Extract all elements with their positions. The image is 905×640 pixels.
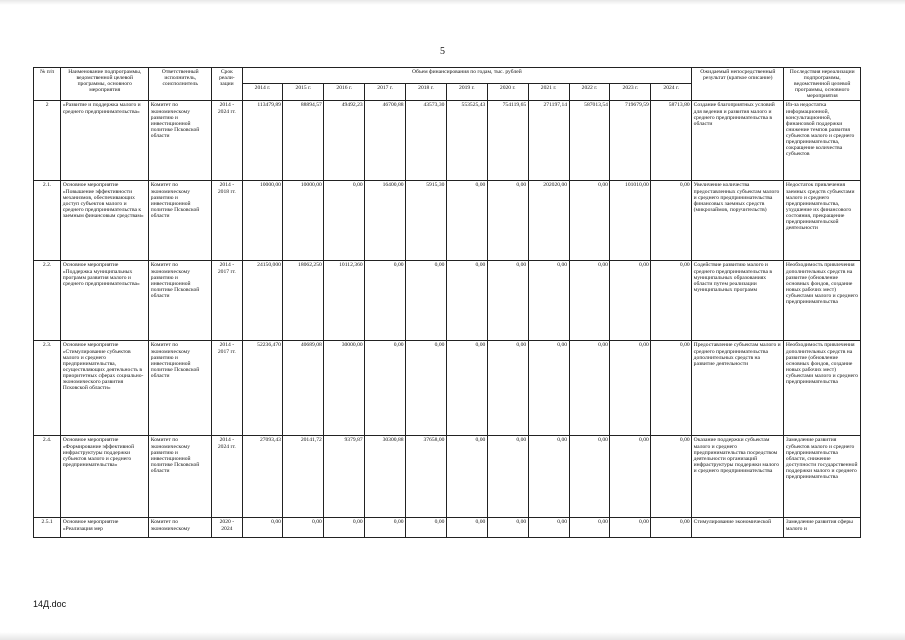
table-row [34, 101, 861, 181]
row-funding-value: 0,00 [487, 518, 528, 538]
row-funding-value: 0,00 [528, 436, 569, 518]
header-term: Срок реали-зации [212, 68, 242, 101]
row-number: 2.5.1 [34, 518, 61, 538]
row-term: 2020 - 2024 [212, 518, 242, 538]
program-table [33, 67, 861, 538]
header-year: 2018 г. [406, 83, 447, 101]
row-funding-value: 0,00 [406, 518, 447, 538]
row-funding-value: 0,00 [528, 341, 569, 436]
row-funding-value: 0,00 [528, 518, 569, 538]
row-executor: Комитет по экономическому [149, 518, 212, 538]
row-result: Стимулирование экономической [692, 518, 784, 538]
row-funding-value: 587013,54 [569, 101, 610, 181]
row-funding-value: 0,00 [651, 341, 692, 436]
header-year: 2016 г. [324, 83, 365, 101]
row-result: Оказание поддержки субъектам малого и среднего предпринимательства посредством деятельности организаций инфраструктуры поддержки малого и среднего предпринимательства [692, 436, 784, 518]
row-funding-value: 40689,08 [283, 341, 324, 436]
row-funding-value: 113479,89 [242, 101, 283, 181]
row-result: Увеличение количества предоставленных субъектам малого и среднего предпринимательства финансовых заемных средств (микрозаймов, поручительств) [692, 181, 784, 261]
row-executor: Комитет по экономическому развитию и инвестиционной политике Псковской области [149, 341, 212, 436]
row-funding-value: 30000,00 [324, 341, 365, 436]
page-number: 5 [440, 46, 445, 57]
header-row [34, 68, 861, 84]
row-funding-value: 754119,65 [487, 101, 528, 181]
row-funding-value: 20141,72 [283, 436, 324, 518]
header-year: 2015 г. [283, 83, 324, 101]
row-result: Предоставление субъектам малого и среднего предпринимательства дополнительных средств на развитие деятельности [692, 341, 784, 436]
row-funding-value: 0,00 [446, 181, 487, 261]
row-funding-value: 10000,00 [242, 181, 283, 261]
header-result: Ожидаемый непосредственный результат (краткое описание) [692, 68, 784, 101]
row-funding-value: 18062,250 [283, 261, 324, 341]
row-executor: Комитет по экономическому развитию и инвестиционной политике Псковской области [149, 436, 212, 518]
table-row [34, 181, 861, 261]
row-funding-value: 0,00 [651, 261, 692, 341]
row-funding-value: 0,00 [651, 181, 692, 261]
row-funding-value: 16400,00 [365, 181, 406, 261]
row-funding-value: 0,00 [487, 261, 528, 341]
row-funding-value: 52236,470 [242, 341, 283, 436]
table-row [34, 518, 861, 538]
file-name-footer: 14Д.doc [33, 599, 67, 609]
header-year: 2023 г. [610, 83, 651, 101]
row-funding-value: 0,00 [446, 261, 487, 341]
row-consequences: Замедление развития сферы малого и [784, 518, 861, 538]
row-funding-value: 0,00 [446, 436, 487, 518]
header-year: 2017 г. [365, 83, 406, 101]
row-name: Основное мероприятие «Поддержка муниципальных программ развития малого и среднего предпринимательства» [61, 261, 149, 341]
header-num: № п/п [34, 68, 61, 101]
row-funding-value: 0,00 [406, 341, 447, 436]
row-number: 2.4. [34, 436, 61, 518]
row-funding-value: 0,00 [324, 181, 365, 261]
row-number: 2.2. [34, 261, 61, 341]
header-name: Наименование подпрограммы, ведомственной целевой программы, основного мероприятия [61, 68, 149, 101]
row-funding-value: 0,00 [569, 436, 610, 518]
row-funding-value: 0,00 [569, 181, 610, 261]
header-year: 2022 г. [569, 83, 610, 101]
row-consequences: Необходимость привлечения дополнительных средств на развитие (обновление основных фондов, создание новых рабочих мест) субъектами малого и среднего предпринимательства [784, 341, 861, 436]
row-funding-value: 0,00 [324, 518, 365, 538]
row-name: Основное мероприятие «Стимулирование субъектов малого и среднего предпринимательства, осуществляющих деятельность в приоритетных сферах социально-экономического развития Псковской области» [61, 341, 149, 436]
row-funding-value: 101010,00 [610, 181, 651, 261]
row-consequences: Из-за недостатка информационной, консультационной, финансовой поддержки снижение темпов развития субъектов малого и среднего предпринимательства, сокращение количества субъектов [784, 101, 861, 181]
table-row [34, 261, 861, 341]
table-row [34, 436, 861, 518]
header-executor: Ответственный исполнитель, соисполнитель [149, 68, 212, 101]
row-funding-value: 271197,14 [528, 101, 569, 181]
row-executor: Комитет по экономическому развитию и инвестиционной политике Псковской области [149, 181, 212, 261]
row-funding-value: 0,00 [365, 341, 406, 436]
row-funding-value: 0,00 [651, 436, 692, 518]
row-result: Создание благоприятных условий для ведения и развития малого и среднего предпринимательства в области [692, 101, 784, 181]
row-funding-value: 0,00 [487, 181, 528, 261]
row-funding-value: 553525,43 [446, 101, 487, 181]
row-funding-value: 24150,000 [242, 261, 283, 341]
table-row [34, 341, 861, 436]
row-funding-value: 0,00 [610, 436, 651, 518]
row-funding-value: 0,00 [446, 518, 487, 538]
header-year: 2024 г. [651, 83, 692, 101]
row-funding-value: 0,00 [487, 341, 528, 436]
row-funding-value: 0,00 [610, 261, 651, 341]
row-funding-value: 0,00 [365, 518, 406, 538]
row-funding-value: 0,00 [406, 261, 447, 341]
row-funding-value: 0,00 [528, 261, 569, 341]
row-funding-value: 0,00 [283, 518, 324, 538]
row-funding-value: 0,00 [446, 341, 487, 436]
row-term: 2014 - 2024 гг. [212, 436, 242, 518]
row-name: «Развитие и поддержка малого и среднего предпринимательства» [61, 101, 149, 181]
header-year: 2014 г. [242, 83, 283, 101]
header-year: 2019 г. [446, 83, 487, 101]
row-name: Основное мероприятие «Формирование эффективной инфраструктуры поддержки субъектов малого и среднего предпринимательства» [61, 436, 149, 518]
row-number: 2.1. [34, 181, 61, 261]
row-funding-value: 43573,30 [406, 101, 447, 181]
row-funding-value: 9379,87 [324, 436, 365, 518]
header-consequences: Последствия нереализации подпрограммы, ведомственной целевой программы, основного мероприятия [784, 68, 861, 101]
row-funding-value: 719679,59 [610, 101, 651, 181]
row-number: 2 [34, 101, 61, 181]
row-funding-value: 0,00 [242, 518, 283, 538]
row-consequences: Недостаток привлечения заемных средств субъектами малого и среднего предпринимательства, ухудшение их финансового состояния, прекращение предпринимательской деятельности [784, 181, 861, 261]
row-funding-value: 0,00 [610, 341, 651, 436]
header-funding: Объем финансирования по годам, тыс. рублей [242, 68, 692, 84]
row-funding-value: 0,00 [569, 341, 610, 436]
row-executor: Комитет по экономическому развитию и инвестиционной политике Псковской области [149, 261, 212, 341]
row-executor: Комитет по экономическому развитию и инвестиционной политике Псковской области [149, 101, 212, 181]
row-funding-value: 5915,30 [406, 181, 447, 261]
row-funding-value: 37658,00 [406, 436, 447, 518]
header-year: 2021 г. [528, 83, 569, 101]
row-funding-value: 49492,23 [324, 101, 365, 181]
row-funding-value: 10112,360 [324, 261, 365, 341]
row-term: 2014 - 2024 гг. [212, 101, 242, 181]
row-funding-value: 0,00 [651, 518, 692, 538]
row-funding-value: 58713,80 [651, 101, 692, 181]
row-number: 2.3. [34, 341, 61, 436]
row-funding-value: 30300,88 [365, 436, 406, 518]
scan-edge-bottom [0, 632, 905, 640]
scan-edge-top [0, 0, 905, 5]
row-funding-value: 202020,00 [528, 181, 569, 261]
row-term: 2014 - 2017 гг. [212, 341, 242, 436]
row-result: Содействие развитию малого и среднего предпринимательства в муниципальных образованиях области путем реализации муниципальных программ [692, 261, 784, 341]
row-funding-value: 46700,88 [365, 101, 406, 181]
row-funding-value: 27093,43 [242, 436, 283, 518]
row-name: Основное мероприятие «Повышение эффективности механизмов, обеспечивающих доступ субъектов малого и среднего предпринимательства к заемным финансовым средствам» [61, 181, 149, 261]
row-name: Основное мероприятие «Реализация мер [61, 518, 149, 538]
row-funding-value: 0,00 [569, 261, 610, 341]
row-funding-value: 0,00 [610, 518, 651, 538]
header-year: 2020 г. [487, 83, 528, 101]
row-term: 2014 - 2017 гг. [212, 261, 242, 341]
row-consequences: Необходимость привлечения дополнительных средств на развитие (обновление основных фондов, создание новых рабочих мест) субъектами малого и среднего предпринимательства [784, 261, 861, 341]
row-funding-value: 0,00 [569, 518, 610, 538]
row-funding-value: 10000,00 [283, 181, 324, 261]
row-funding-value: 0,00 [365, 261, 406, 341]
row-funding-value: 0,00 [487, 436, 528, 518]
row-funding-value: 88894,57 [283, 101, 324, 181]
row-term: 2014 - 2018 гг. [212, 181, 242, 261]
row-consequences: Замедление развития субъектов малого и среднего предпринимательства области, снижение доступности государственной поддержки малого и среднего предпринимательства [784, 436, 861, 518]
